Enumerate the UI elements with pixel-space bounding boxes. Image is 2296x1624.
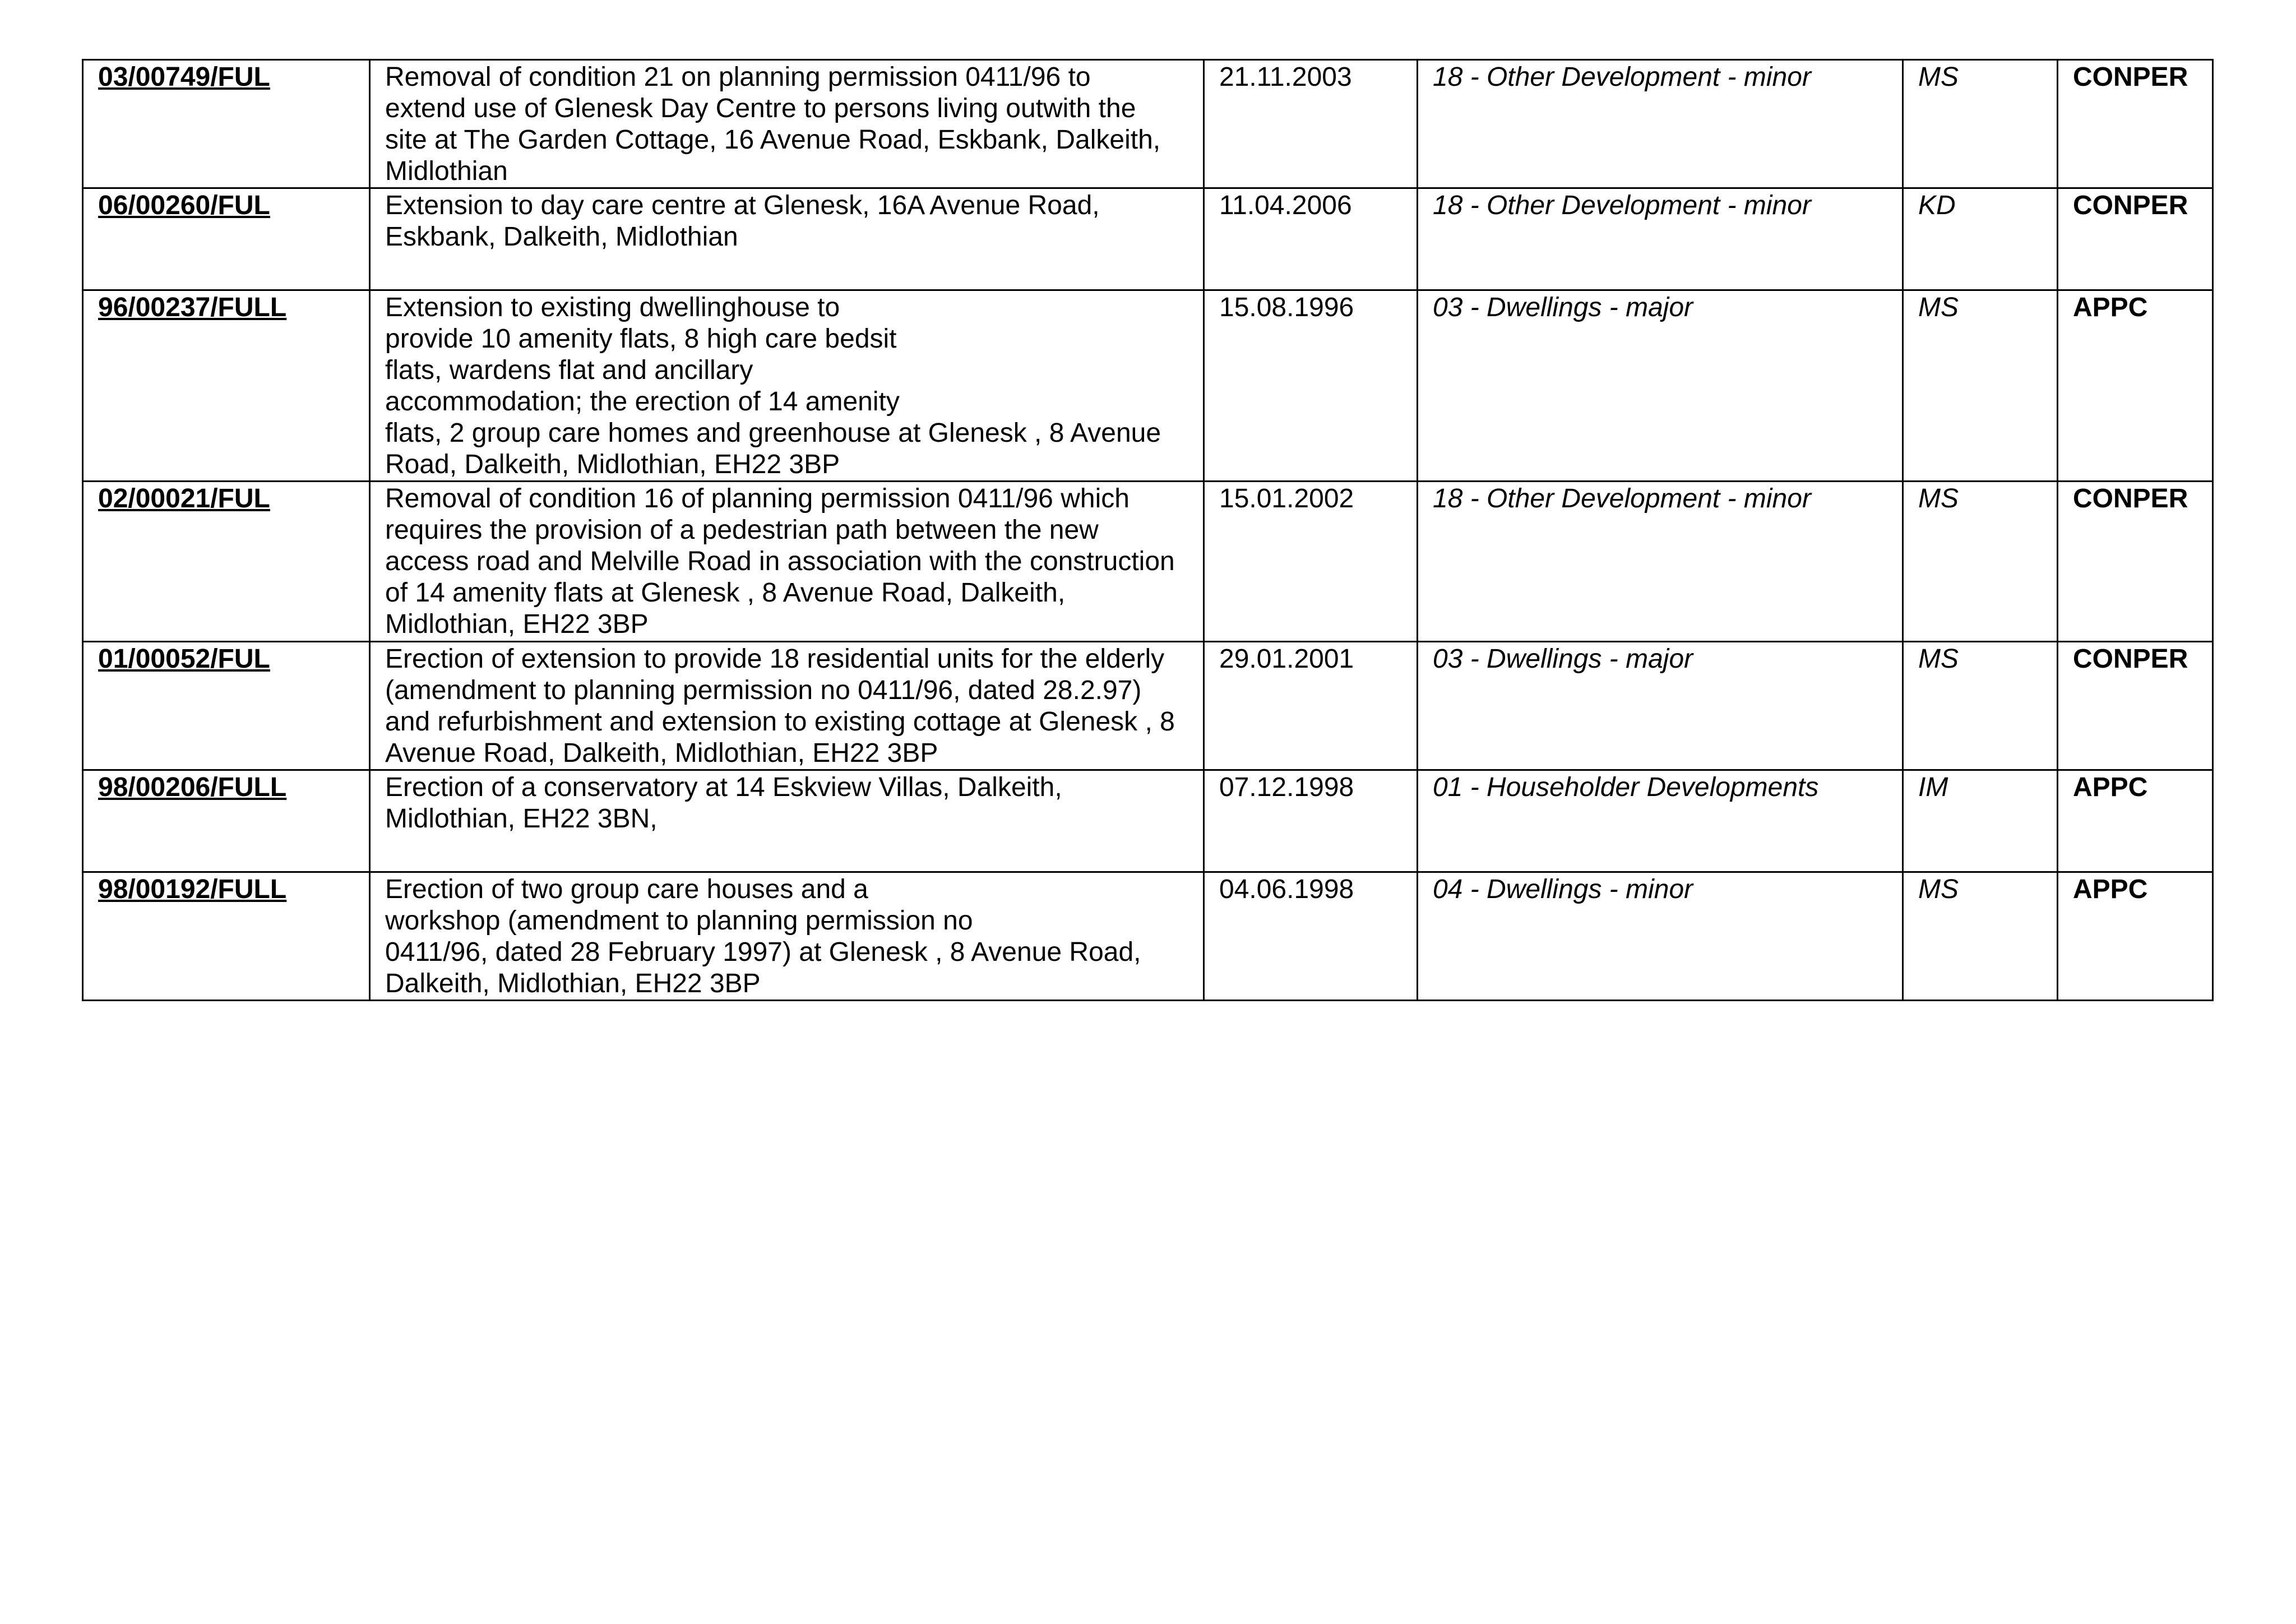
application-date: 15.08.1996 [1204, 290, 1418, 482]
application-description [370, 770, 1204, 872]
description-line: Removal of condition 16 of planning permission 0411/96 which [385, 484, 1130, 513]
description-line: access road and Melville Road in association with the construction [385, 547, 1175, 576]
application-description [370, 872, 1204, 1001]
case-officer: MS [1903, 642, 2058, 770]
description-line: provide 10 amenity flats, 8 high care bedsit [385, 324, 897, 354]
description-line: Midlothian, EH22 3BP [385, 609, 649, 639]
case-officer: MS [1903, 290, 2058, 482]
development-type: 03 - Dwellings - major [1418, 290, 1903, 482]
application-ref-cell [83, 60, 370, 188]
table-row [83, 642, 2213, 770]
description-line: Extension to day care centre at Glenesk, 16A Avenue Road, [385, 191, 1100, 220]
decision-code: APPC [2058, 290, 2213, 482]
description-line: Erection of two group care houses and a [385, 875, 868, 904]
description-line: extend use of Glenesk Day Centre to persons living outwith the [385, 94, 1136, 123]
decision-code: CONPER [2058, 642, 2213, 770]
application-date: 07.12.1998 [1204, 770, 1418, 872]
application-description [370, 60, 1204, 188]
application-description [370, 188, 1204, 290]
development-type: 18 - Other Development - minor [1418, 482, 1903, 642]
application-description [370, 290, 1204, 482]
application-ref-cell [83, 188, 370, 290]
table-row [83, 482, 2213, 642]
application-ref-cell [83, 482, 370, 642]
description-line: Removal of condition 21 on planning permission 0411/96 to [385, 62, 1091, 92]
application-ref-link[interactable]: 01/00052/FUL [98, 644, 270, 674]
description-line: requires the provision of a pedestrian path between the new [385, 515, 1099, 545]
description-line: workshop (amendment to planning permission no [385, 906, 973, 936]
description-line: Extension to existing dwellinghouse to [385, 293, 840, 322]
description-line: Dalkeith, Midlothian, EH22 3BP [385, 969, 761, 998]
development-type: 18 - Other Development - minor [1418, 188, 1903, 290]
description-line: Midlothian [385, 156, 508, 186]
case-officer: MS [1903, 872, 2058, 1001]
application-date: 04.06.1998 [1204, 872, 1418, 1001]
development-type: 03 - Dwellings - major [1418, 642, 1903, 770]
application-ref-link[interactable]: 98/00206/FULL [98, 772, 287, 802]
decision-code: APPC [2058, 872, 2213, 1001]
table-body [83, 60, 2213, 1001]
application-description [370, 482, 1204, 642]
decision-code: CONPER [2058, 60, 2213, 188]
description-line: and refurbishment and extension to existing cottage at Glenesk , 8 [385, 707, 1175, 737]
description-line: accommodation; the erection of 14 amenity [385, 387, 900, 417]
application-ref-link[interactable]: 03/00749/FUL [98, 62, 270, 92]
application-date: 21.11.2003 [1204, 60, 1418, 188]
development-type: 04 - Dwellings - minor [1418, 872, 1903, 1001]
description-line: Erection of a conservatory at 14 Eskview Villas, Dalkeith, [385, 772, 1062, 802]
decision-code: APPC [2058, 770, 2213, 872]
table-row [83, 872, 2213, 1001]
description-line: Eskbank, Dalkeith, Midlothian [385, 222, 738, 252]
description-line: site at The Garden Cottage, 16 Avenue Road, Eskbank, Dalkeith, [385, 125, 1161, 155]
description-line: flats, wardens flat and ancillary [385, 355, 753, 385]
application-ref-cell [83, 770, 370, 872]
planning-applications-table [82, 59, 2214, 1001]
case-officer: KD [1903, 188, 2058, 290]
table-row [83, 60, 2213, 188]
application-date: 11.04.2006 [1204, 188, 1418, 290]
application-ref-link[interactable]: 98/00192/FULL [98, 875, 287, 904]
application-date: 15.01.2002 [1204, 482, 1418, 642]
application-date: 29.01.2001 [1204, 642, 1418, 770]
application-ref-cell [83, 642, 370, 770]
description-line: Avenue Road, Dalkeith, Midlothian, EH22 3BP [385, 738, 938, 768]
application-ref-link[interactable]: 02/00021/FUL [98, 484, 270, 513]
decision-code: CONPER [2058, 188, 2213, 290]
application-ref-cell [83, 290, 370, 482]
table-row [83, 770, 2213, 872]
case-officer: IM [1903, 770, 2058, 872]
application-ref-link[interactable]: 96/00237/FULL [98, 293, 287, 322]
development-type: 18 - Other Development - minor [1418, 60, 1903, 188]
description-line: Erection of extension to provide 18 residential units for the elderly [385, 644, 1165, 674]
development-type: 01 - Householder Developments [1418, 770, 1903, 872]
decision-code: CONPER [2058, 482, 2213, 642]
case-officer: MS [1903, 60, 2058, 188]
table-row [83, 290, 2213, 482]
case-officer: MS [1903, 482, 2058, 642]
table-row [83, 188, 2213, 290]
application-ref-cell [83, 872, 370, 1001]
description-line: (amendment to planning permission no 0411/96, dated 28.2.97) [385, 675, 1142, 705]
description-line: of 14 amenity flats at Glenesk , 8 Avenue Road, Dalkeith, [385, 578, 1066, 608]
application-ref-link[interactable]: 06/00260/FUL [98, 191, 270, 220]
description-line: flats, 2 group care homes and greenhouse at Glenesk , 8 Avenue [385, 418, 1161, 448]
application-description [370, 642, 1204, 770]
description-line: Midlothian, EH22 3BN, [385, 804, 658, 834]
description-line: Road, Dalkeith, Midlothian, EH22 3BP [385, 450, 840, 479]
description-line: 0411/96, dated 28 February 1997) at Glenesk , 8 Avenue Road, [385, 937, 1141, 967]
